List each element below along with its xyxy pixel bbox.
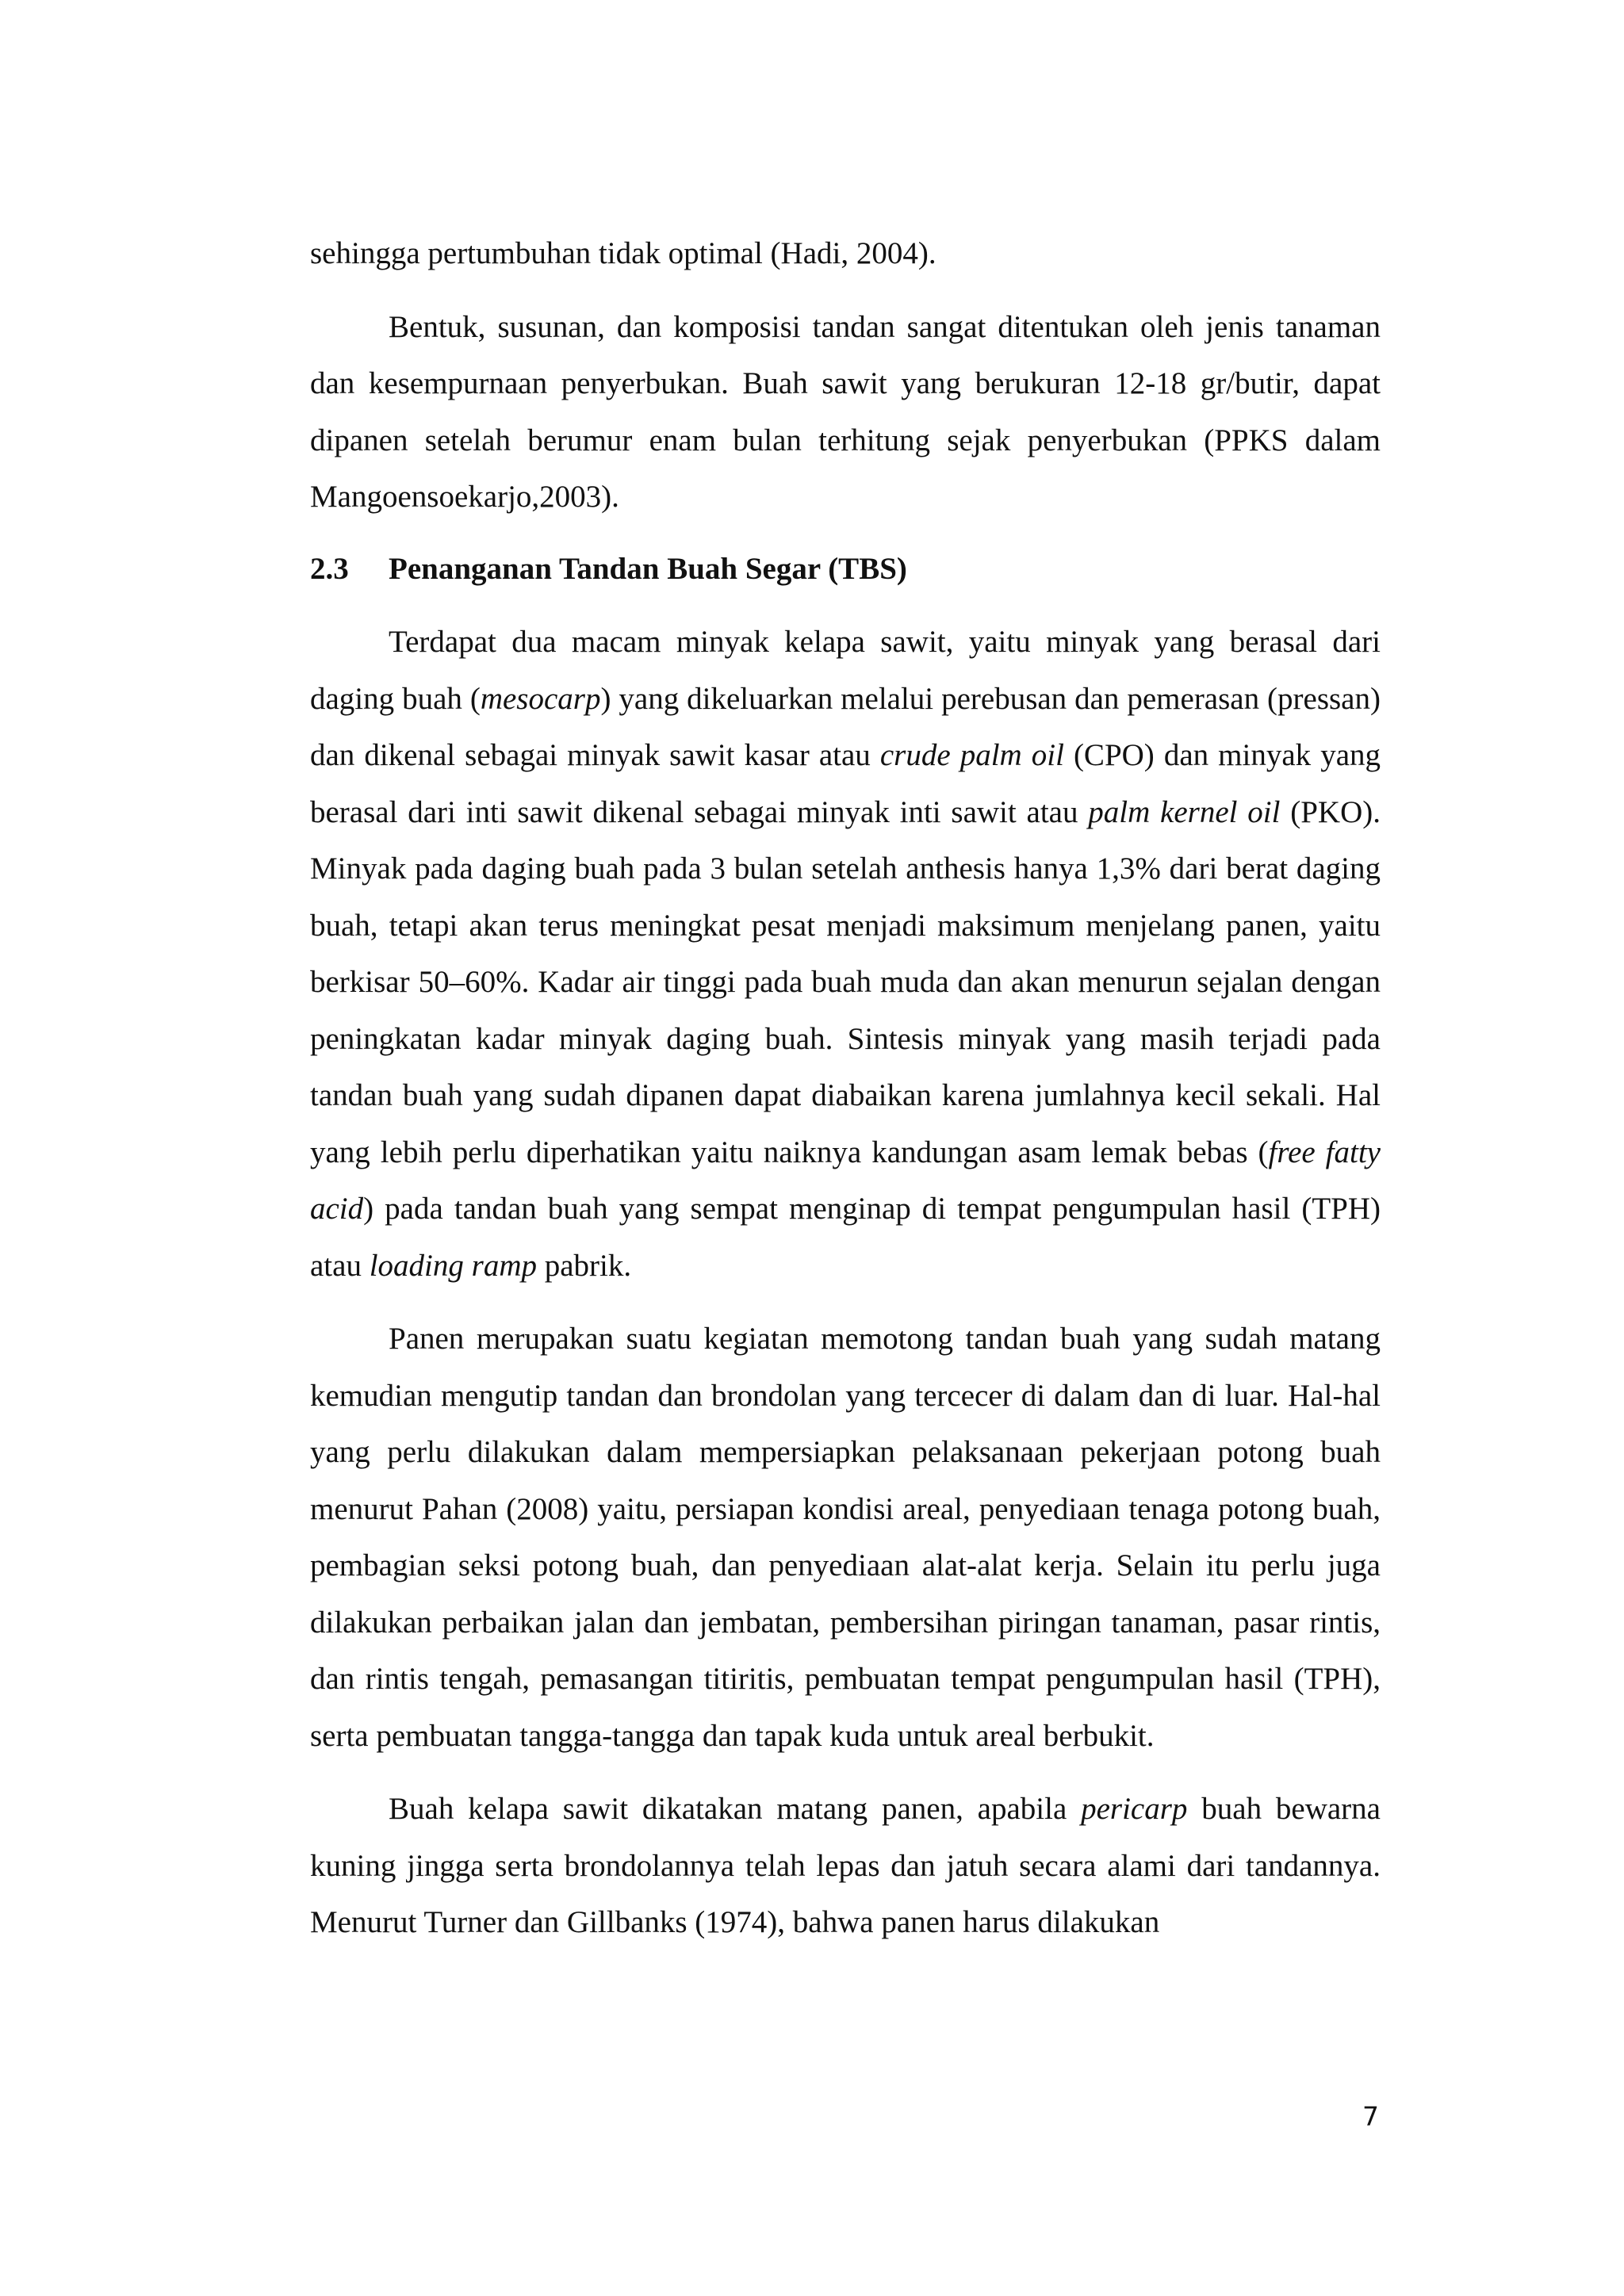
text-run: Buah kelapa sawit dikatakan matang panen, apabila [389, 1792, 1082, 1826]
text-run: buah bewarna kuning jingga serta brondolannya telah lepas dan jatuh secara alami dari tandannya. Menurut Turner dan Gillbanks (1974), bahwa panen harus dilakukan [310, 1792, 1381, 1939]
page-number: 7 [1362, 2101, 1379, 2132]
italic-term-pericarp: pericarp [1081, 1792, 1188, 1826]
paragraph-continuation: sehingga pertumbuhan tidak optimal (Hadi, 2004). [310, 236, 936, 270]
text-run: Terdapat dua macam minyak kelapa sawit, yaitu minyak yang berasal dari daging buah ( [310, 625, 1381, 716]
paragraph-harvest-maturity [310, 1781, 1381, 1951]
italic-term-palm-kernel-oil: palm kernel oil [1088, 794, 1281, 829]
text-run: (CPO) dan minyak yang berasal dari inti sawit dikenal sebagai minyak inti sawit atau [310, 738, 1381, 829]
italic-term-loading-ramp: loading ramp [369, 1248, 537, 1283]
section-heading [310, 541, 1381, 598]
paragraph-harvest-preparation: Panen merupakan suatu kegiatan memotong tandan buah yang sudah matang kemudian mengutip tandan dan brondolan yang tercecer di dalam dan di luar. Hal-hal yang perlu dilakukan dalam mempersiapkan pelaksanaan pekerjaan potong buah menurut Pahan (2008) yaitu, persiapan kondisi areal, penyediaan tenaga potong buah, pembagian seksi potong buah, dan penyediaan alat-alat kerja. Selain itu perlu juga dilakukan perbaikan jalan dan jembatan, pembersihan piringan tanaman, pasar rintis, dan rintis tengah, pemasangan titiritis, pembuatan tempat pengumpulan hasil (TPH), serta pembuatan tangga-tangga dan tapak kuda untuk areal berbukit. [310, 1322, 1381, 1753]
paragraph-palm-oil-types [310, 614, 1381, 1294]
italic-term-mesocarp: mesocarp [480, 681, 601, 716]
text-run: pabrik. [536, 1248, 632, 1283]
section-number: 2.3 [310, 551, 349, 586]
text-run: (PKO). Minyak pada daging buah pada 3 bulan setelah anthesis hanya 1,3% dari berat daging buah, tetapi akan terus meningkat pesat menjadi maksimum menjelang panen, yaitu berkisar 50–60%. Kadar air tinggi pada buah muda dan akan menurun sejalan dengan peningkatan kadar minyak daging buah. Sintesis minyak yang masih terjadi pada tandan buah yang sudah dipanen dapat diabaikan karena jumlahnya kecil sekali. Hal yang lebih perlu diperhatikan yaitu naiknya kandungan asam lemak bebas ( [310, 794, 1381, 1169]
text-run: ) yang dikeluarkan melalui perebusan dan pemerasan (pressan) dan dikenal sebagai minyak sawit kasar atau [310, 681, 1381, 772]
section-title: Penanganan Tandan Buah Segar (TBS) [389, 551, 907, 586]
paragraph-tandan-composition: Bentuk, susunan, dan komposisi tandan sangat ditentukan oleh jenis tanaman dan kesempurnaan penyerbukan. Buah sawit yang berukuran 12-18 gr/butir, dapat dipanen setelah berumur enam bulan terhitung sejak penyerbukan (PPKS dalam Mangoensoekarjo,2003). [310, 309, 1381, 514]
text-run: ) pada tandan buah yang sempat menginap di tempat pengumpulan hasil (TPH) atau [310, 1192, 1381, 1283]
italic-term-free-fatty-acid: free fatty acid [310, 1135, 1381, 1226]
page-body [310, 225, 1381, 1951]
italic-term-crude-palm-oil: crude palm oil [879, 738, 1064, 772]
